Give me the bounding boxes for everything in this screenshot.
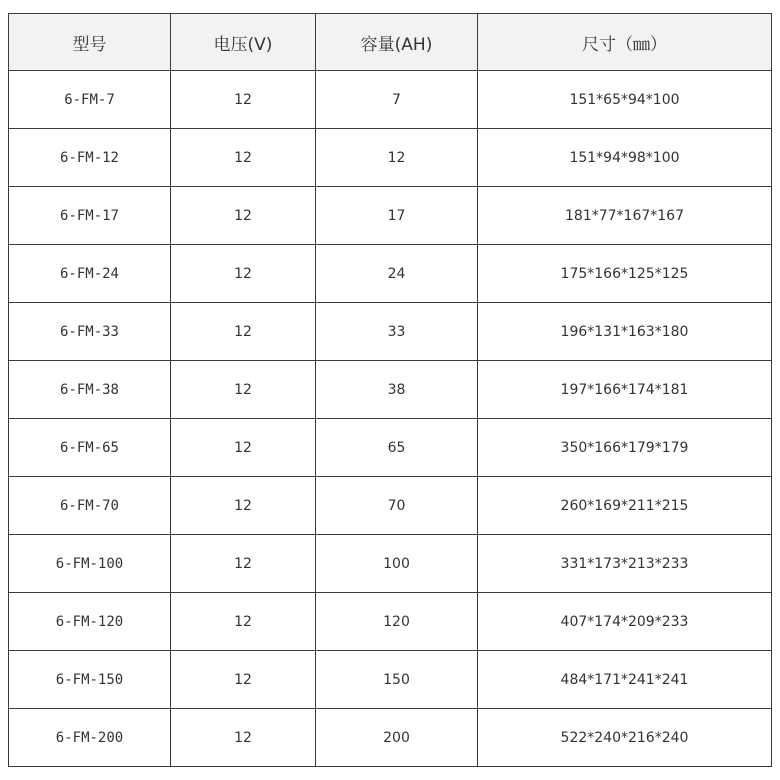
- battery-spec-table: [8, 13, 772, 767]
- cell-dimensions: 407*174*209*233: [478, 593, 772, 651]
- cell-capacity: 7: [316, 71, 478, 129]
- cell-model: 6-FM-65: [9, 419, 171, 477]
- cell-voltage: 12: [171, 361, 316, 419]
- cell-voltage: 12: [171, 187, 316, 245]
- cell-capacity: 200: [316, 709, 478, 767]
- cell-capacity: 150: [316, 651, 478, 709]
- table-row: [9, 651, 772, 709]
- cell-capacity: 12: [316, 129, 478, 187]
- cell-dimensions: 175*166*125*125: [478, 245, 772, 303]
- cell-model: 6-FM-7: [9, 71, 171, 129]
- cell-voltage: 12: [171, 593, 316, 651]
- table-row: [9, 71, 772, 129]
- table-row: [9, 593, 772, 651]
- header-capacity: 容量(AH): [316, 14, 478, 71]
- cell-capacity: 100: [316, 535, 478, 593]
- cell-capacity: 17: [316, 187, 478, 245]
- table-row: [9, 709, 772, 767]
- table-row: [9, 535, 772, 593]
- cell-capacity: 120: [316, 593, 478, 651]
- cell-dimensions: 197*166*174*181: [478, 361, 772, 419]
- cell-model: 6-FM-12: [9, 129, 171, 187]
- cell-dimensions: 196*131*163*180: [478, 303, 772, 361]
- cell-capacity: 24: [316, 245, 478, 303]
- cell-voltage: 12: [171, 651, 316, 709]
- cell-model: 6-FM-120: [9, 593, 171, 651]
- cell-dimensions: 484*171*241*241: [478, 651, 772, 709]
- table-row: [9, 361, 772, 419]
- table-row: [9, 477, 772, 535]
- cell-dimensions: 181*77*167*167: [478, 187, 772, 245]
- table-row: [9, 419, 772, 477]
- table-row: [9, 245, 772, 303]
- header-model: 型号: [9, 14, 171, 71]
- cell-model: 6-FM-70: [9, 477, 171, 535]
- cell-model: 6-FM-200: [9, 709, 171, 767]
- cell-voltage: 12: [171, 303, 316, 361]
- cell-dimensions: 522*240*216*240: [478, 709, 772, 767]
- cell-dimensions: 260*169*211*215: [478, 477, 772, 535]
- table-body: [9, 71, 772, 767]
- cell-model: 6-FM-150: [9, 651, 171, 709]
- cell-voltage: 12: [171, 129, 316, 187]
- cell-voltage: 12: [171, 245, 316, 303]
- cell-capacity: 70: [316, 477, 478, 535]
- cell-model: 6-FM-24: [9, 245, 171, 303]
- cell-voltage: 12: [171, 709, 316, 767]
- table-row: [9, 303, 772, 361]
- cell-model: 6-FM-38: [9, 361, 171, 419]
- cell-dimensions: 331*173*213*233: [478, 535, 772, 593]
- table-row: [9, 129, 772, 187]
- cell-voltage: 12: [171, 477, 316, 535]
- cell-capacity: 33: [316, 303, 478, 361]
- table-row: [9, 187, 772, 245]
- cell-model: 6-FM-17: [9, 187, 171, 245]
- cell-dimensions: 151*94*98*100: [478, 129, 772, 187]
- cell-model: 6-FM-33: [9, 303, 171, 361]
- header-voltage: 电压(V): [171, 14, 316, 71]
- cell-voltage: 12: [171, 419, 316, 477]
- header-row: [9, 14, 772, 71]
- cell-dimensions: 350*166*179*179: [478, 419, 772, 477]
- cell-voltage: 12: [171, 535, 316, 593]
- cell-dimensions: 151*65*94*100: [478, 71, 772, 129]
- cell-voltage: 12: [171, 71, 316, 129]
- cell-model: 6-FM-100: [9, 535, 171, 593]
- cell-capacity: 38: [316, 361, 478, 419]
- table-header: [9, 14, 772, 71]
- header-dimensions: 尺寸（㎜）: [478, 14, 772, 71]
- cell-capacity: 65: [316, 419, 478, 477]
